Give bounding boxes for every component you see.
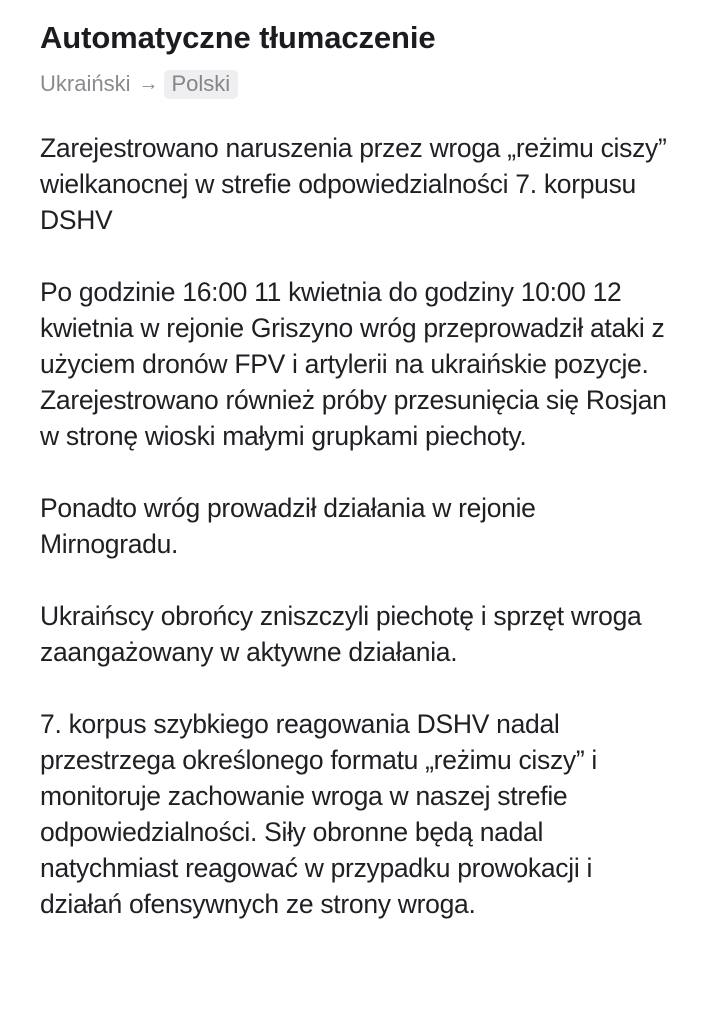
paragraph: Ukraińscy obrońcy zniszczyli piechotę i sprzęt wroga zaangażowany w aktywne działania. xyxy=(40,601,642,667)
paragraph: Zarejestrowano naruszenia przez wroga „reżimu ciszy” wielkanocnej w strefie odpowiedzialności 7. korpusu DSHV xyxy=(40,133,667,235)
language-pair xyxy=(40,68,680,100)
source-language: Ukraiński xyxy=(40,71,131,96)
translated-text xyxy=(40,130,680,922)
target-language-chip[interactable]: Polski xyxy=(164,70,238,99)
paragraph: Po godzinie 16:00 11 kwietnia do godziny 10:00 12 kwietnia w rejonie Griszyno wróg przeprowadził ataki z użyciem dronów FPV i artylerii na ukraińskie pozycje. Zarejestrowano również próby przesunięcia się Rosjan w stronę wioski małymi grupkami piechoty. xyxy=(40,277,667,451)
arrow-right-icon: → xyxy=(138,72,159,95)
page-title: Automatyczne tłumaczenie xyxy=(40,20,436,55)
paragraph: Ponadto wróg prowadził działania w rejonie Mirnogradu. xyxy=(40,493,536,559)
paragraph: 7. korpus szybkiego reagowania DSHV nadal przestrzega określonego formatu „reżimu ciszy” i monitoruje zachowanie wroga w naszej strefie odpowiedzialności. Siły obronne będą nadal natychmiast reagować w przypadku prowokacji i działań ofensywnych ze strony wroga. xyxy=(40,709,598,919)
